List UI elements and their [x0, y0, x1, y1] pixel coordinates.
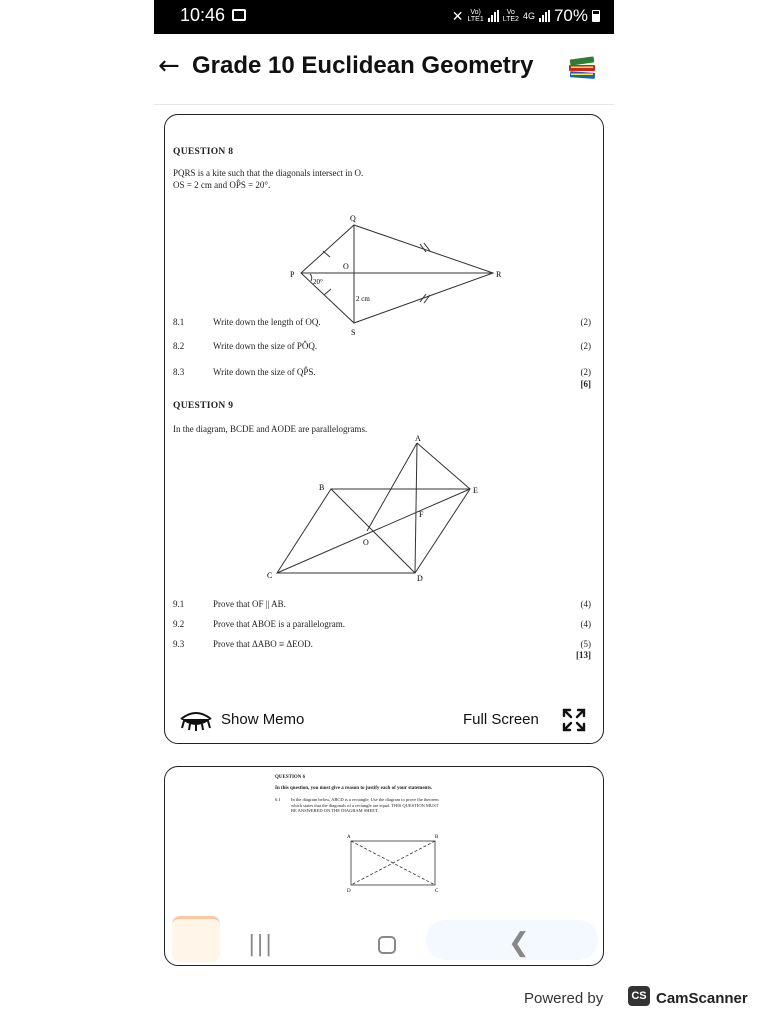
- document-page: QUESTION 8 PQRS is a kite such that the diagonals intersect in O. OS = 2 cm and OP̂S = 20°. Q P R S O 20° 2 cm 8.1 Write down the length of OQ. (2) 8.2 Write down the size of PÔQ. (2) 8.3 Write down the size of QP̂S. (2) [6] QUESTION 9 In the diagram, BCDE and AODE are parallelograms. A B C D E F O 9.1 Prove that OF || AB. (4) 9.2 Prove that ABOE is a parallelogram. (4) 9.3 Prove that ΔABO ≡ ΔEOD. (5) [13]: [173, 147, 597, 191]
- page-title: Grade 10 Euclidean Geometry: [192, 52, 534, 79]
- angle-label: 20°: [313, 278, 323, 286]
- question-6-item: 6.1 In the diagram below, ABCD is a rectangle. Use the diagram to prove the theorem which states that the diagonals of a rectangle are equal. THIS QUESTION MUST BE ANSWERED ON THE DIAGRAM SHEET.: [275, 797, 439, 813]
- rect-a-label: A: [347, 835, 351, 840]
- full-screen-button[interactable]: Full Screen: [463, 711, 539, 728]
- rect-d-label: D: [347, 889, 351, 894]
- show-memo-button[interactable]: Show Memo: [221, 711, 305, 728]
- vertex-p-label: P: [290, 270, 295, 279]
- document-page-2: [275, 775, 595, 894]
- fullscreen-icon[interactable]: [561, 707, 587, 733]
- books-icon: [568, 56, 598, 82]
- document-card: [164, 114, 604, 744]
- question-8-text: PQRS is a kite such that the diagonals intersect in O.: [173, 168, 364, 178]
- net-type: 4G: [522, 10, 535, 21]
- camscanner-watermark: [524, 982, 764, 1014]
- question-6-heading: QUESTION 6: [275, 775, 306, 780]
- back-arrow-icon[interactable]: ←: [158, 51, 180, 81]
- phone-screen: [154, 0, 614, 905]
- status-time: 10:46: [180, 5, 226, 25]
- back-icon[interactable]: ❮: [508, 928, 530, 958]
- faded-tab-icon: [172, 916, 220, 962]
- question-8-given: OS = 2 cm and OP̂S = 20°.: [173, 180, 271, 190]
- point-o-label: O: [363, 538, 369, 547]
- battery-icon: [592, 10, 600, 22]
- point-f-label: F: [419, 510, 424, 519]
- kite-diagram: [173, 197, 597, 337]
- rectangle-diagram: [275, 827, 595, 897]
- parallelogram-diagram: [173, 435, 597, 585]
- eye-closed-icon[interactable]: [179, 709, 213, 731]
- center-o-label: O: [343, 262, 349, 271]
- app-bar: [154, 40, 614, 105]
- vertex-a-label: A: [415, 434, 421, 443]
- status-bar: [154, 0, 614, 34]
- signal-icon-2: [539, 10, 550, 22]
- battery-percent: 70%: [553, 6, 588, 25]
- status-indicators: [452, 6, 600, 26]
- question-9-text: In the diagram, BCDE and AODE are parallelograms.: [173, 424, 368, 434]
- vertex-d-label: D: [417, 574, 423, 583]
- home-icon[interactable]: [378, 936, 396, 954]
- memo-bar: [165, 703, 605, 737]
- question-6-text: In this question, you must give a reason to justify each of your statements.: [275, 786, 433, 791]
- rect-b-label: B: [435, 835, 439, 840]
- length-label: 2 cm: [356, 295, 370, 303]
- question-9-heading: QUESTION 9: [173, 401, 234, 411]
- question-8-heading: QUESTION 8: [173, 147, 234, 157]
- recents-icon[interactable]: |||: [248, 932, 274, 957]
- vertex-q-label: Q: [350, 214, 356, 223]
- vertex-b-label: B: [319, 483, 325, 492]
- camscanner-logo: CS: [628, 986, 650, 1006]
- powered-by-text: Powered by: [524, 990, 604, 1007]
- vertex-r-label: R: [496, 270, 502, 279]
- vertex-e-label: E: [473, 486, 478, 495]
- vertex-s-label: S: [351, 328, 356, 337]
- net1-label: Vo) LTE1: [467, 9, 484, 23]
- vertex-c-label: C: [267, 571, 273, 580]
- gallery-icon: [232, 9, 246, 21]
- rect-c-label: C: [435, 889, 439, 894]
- camscanner-brand: CamScanner: [656, 990, 748, 1007]
- net2-label: Vo LTE2: [502, 9, 519, 23]
- mute-icon: ✕: [451, 7, 464, 24]
- signal-icon: [488, 10, 499, 22]
